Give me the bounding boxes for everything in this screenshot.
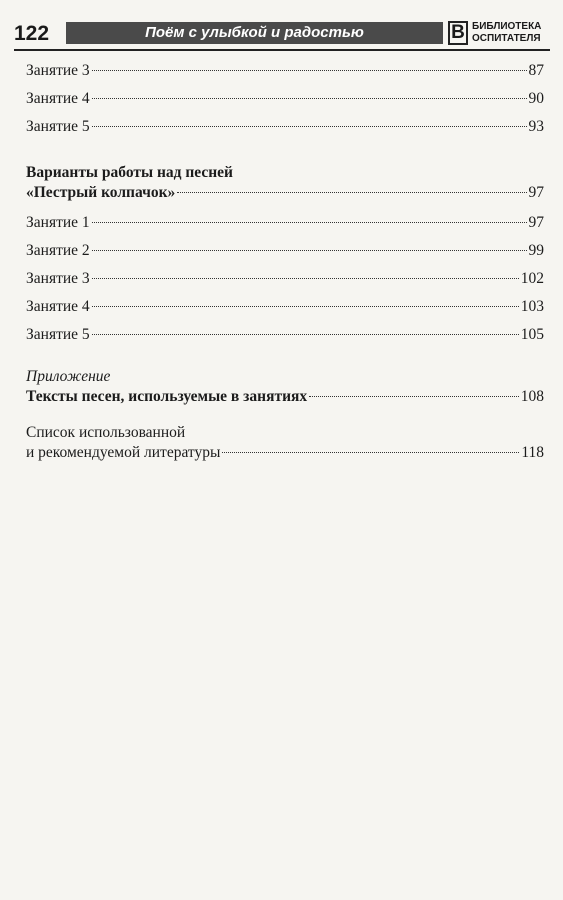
toc-entry-label: Занятие 1 bbox=[26, 214, 90, 231]
toc-entry-label: Занятие 3 bbox=[26, 270, 90, 287]
leader-dots bbox=[92, 278, 519, 279]
literature-entry bbox=[26, 444, 544, 470]
toc-entry-label: Занятие 5 bbox=[26, 118, 90, 135]
appendix-title: Тексты песен, используемые в занятиях bbox=[26, 388, 308, 405]
series-name bbox=[472, 21, 552, 45]
toc-entry-page: 103 bbox=[520, 298, 544, 315]
toc-entry-label: Занятие 3 bbox=[26, 62, 90, 79]
toc-entry bbox=[26, 62, 544, 90]
toc-entry-label: Занятие 4 bbox=[26, 90, 90, 107]
toc-entry bbox=[26, 242, 544, 270]
leader-dots bbox=[309, 396, 519, 397]
toc-entry-page: 97 bbox=[528, 214, 544, 231]
toc-entry-page: 118 bbox=[521, 444, 544, 461]
toc-entry-label: Занятие 2 bbox=[26, 242, 90, 259]
toc-entry bbox=[26, 214, 544, 242]
appendix-entry bbox=[26, 388, 544, 414]
toc-entry-label: Занятие 4 bbox=[26, 298, 90, 315]
literature-line1: Список использованной bbox=[26, 424, 186, 441]
table-of-contents bbox=[26, 60, 544, 470]
toc-entry bbox=[26, 298, 544, 326]
appendix-caption: Приложение bbox=[26, 368, 111, 385]
toc-entry-page: 90 bbox=[528, 90, 544, 107]
leader-dots bbox=[92, 70, 527, 71]
toc-entry-page: 102 bbox=[520, 270, 544, 287]
toc-entry bbox=[26, 118, 544, 146]
page-number: 122 bbox=[14, 22, 50, 45]
toc-entry-page: 87 bbox=[528, 62, 544, 79]
toc-entry-page: 99 bbox=[528, 242, 544, 259]
section-title-line2: «Пестрый колпачок» bbox=[26, 184, 176, 201]
leader-dots bbox=[177, 192, 526, 193]
section-title-line1: Варианты работы над песней bbox=[26, 164, 233, 181]
toc-entry-page: 97 bbox=[528, 184, 544, 201]
header-rule bbox=[14, 49, 550, 51]
page-header bbox=[14, 20, 550, 50]
toc-entry-page: 108 bbox=[520, 388, 544, 405]
leader-dots bbox=[92, 126, 527, 127]
series-name-line1: БИБЛИОТЕКА bbox=[472, 21, 542, 32]
toc-entry-label: Занятие 5 bbox=[26, 326, 90, 343]
leader-dots bbox=[92, 98, 527, 99]
literature-line2: и рекомендуемой литературы bbox=[26, 444, 221, 461]
series-logo-icon: В bbox=[448, 21, 468, 45]
series-name-line2: ОСПИТАТЕЛЯ bbox=[472, 33, 541, 44]
toc-entry bbox=[26, 270, 544, 298]
toc-entry bbox=[26, 326, 544, 354]
leader-dots bbox=[92, 250, 527, 251]
toc-entry-page: 93 bbox=[528, 118, 544, 135]
leader-dots bbox=[222, 452, 519, 453]
toc-entry bbox=[26, 90, 544, 118]
leader-dots bbox=[92, 334, 519, 335]
section-title-entry bbox=[26, 184, 544, 210]
leader-dots bbox=[92, 306, 519, 307]
leader-dots bbox=[92, 222, 527, 223]
running-title: Поём с улыбкой и радостью bbox=[66, 22, 443, 44]
toc-entry-page: 105 bbox=[520, 326, 544, 343]
